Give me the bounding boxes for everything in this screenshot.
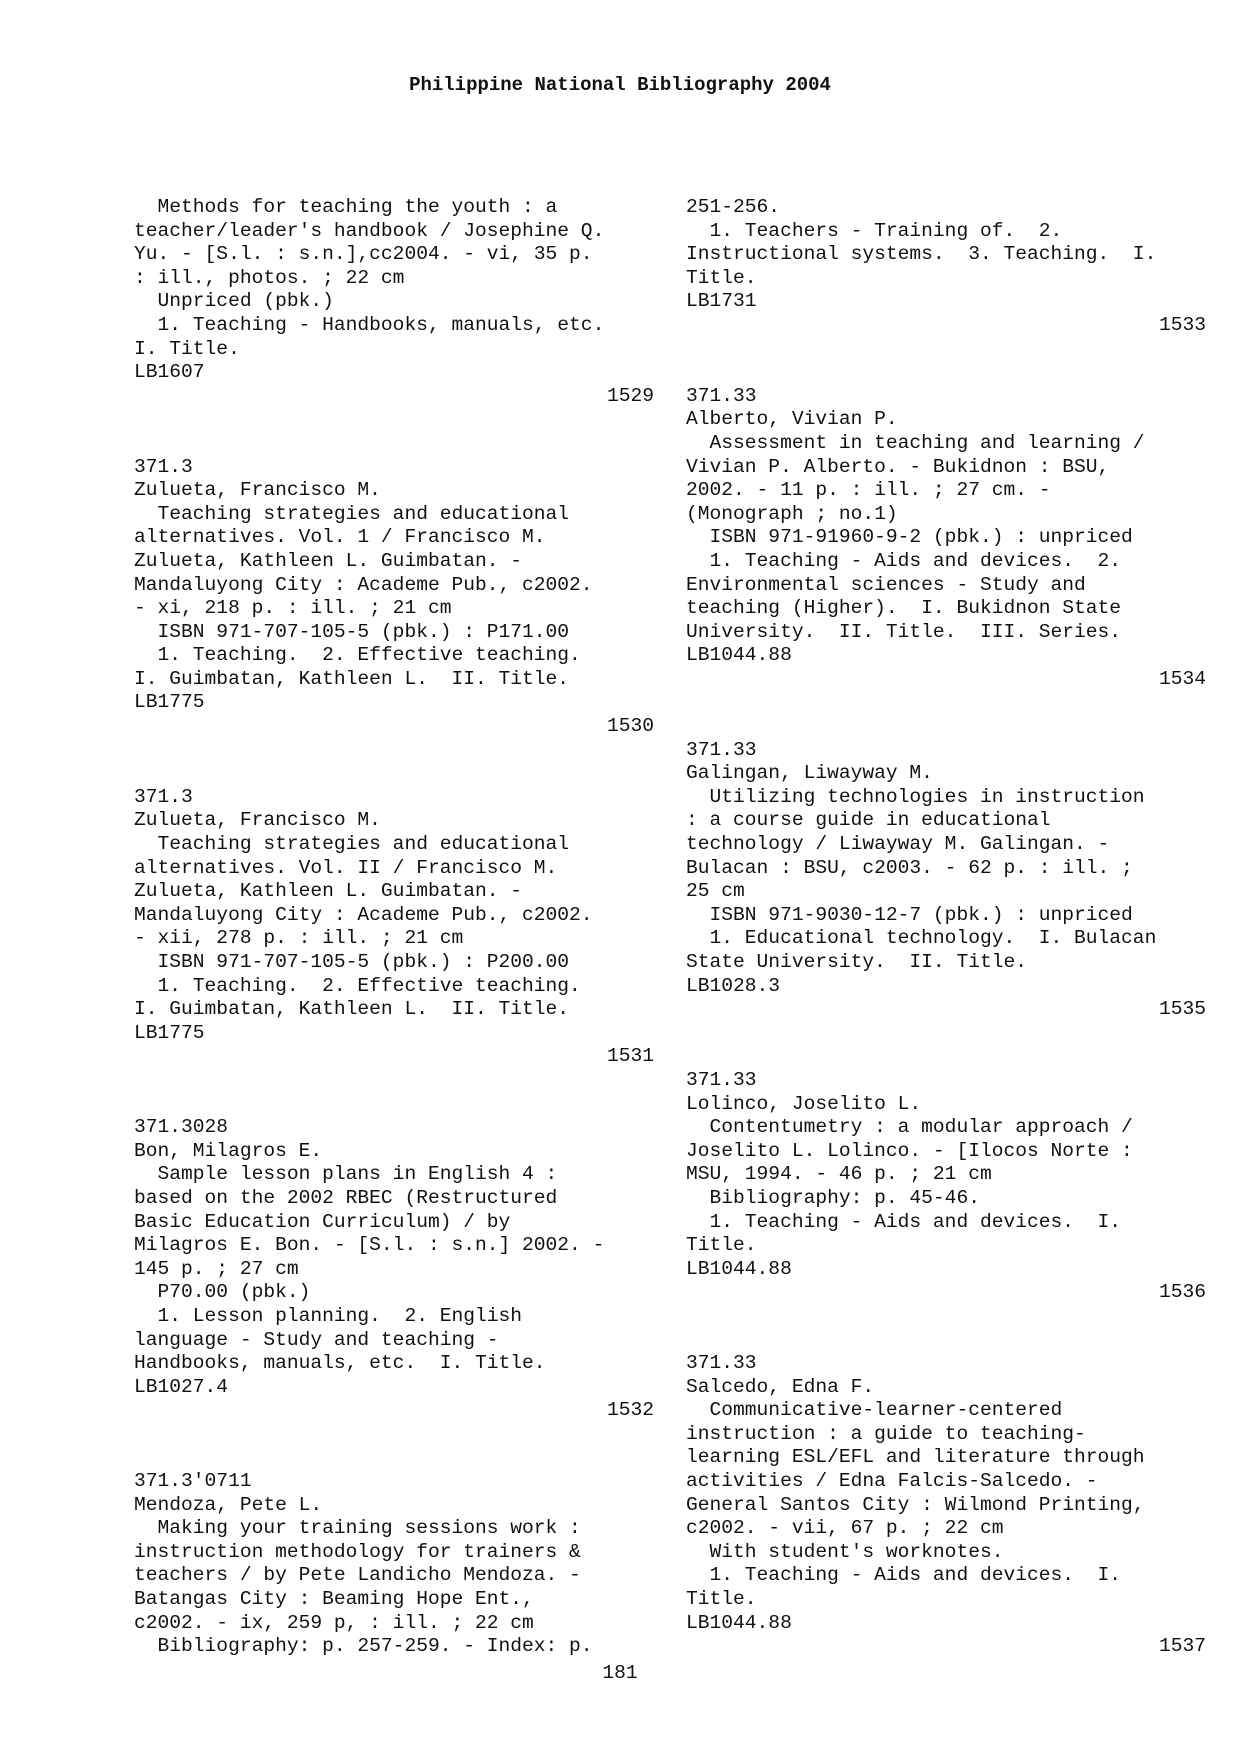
entry-line: teacher/leader's handbook / Josephine Q.: [134, 219, 605, 242]
bibliography-entry: [134, 1116, 654, 1423]
entry-line: Assessment in teaching and learning /: [686, 431, 1145, 454]
page-number: 181: [602, 1662, 638, 1684]
entry-line: With student's worknotes.: [686, 1540, 1004, 1563]
entry-line: 1. Lesson planning. 2. English: [134, 1304, 523, 1327]
entry-line: 1. Teaching. 2. Effective teaching.: [134, 974, 581, 997]
entry-line: instruction methodology for trainers &: [134, 1540, 581, 1563]
entry-line: Making your training sessions work :: [134, 1517, 581, 1540]
entry-line: Handbooks, manuals, etc. I. Title.: [134, 1352, 546, 1375]
entry-line: 371.33: [686, 1068, 757, 1091]
right-column: [686, 196, 1206, 1659]
entry-line: 371.33: [686, 1352, 757, 1375]
entry-line: instruction : a guide to teaching-: [686, 1422, 1086, 1445]
entry-line: Bibliography: p. 45-46.: [686, 1186, 980, 1209]
entry-number: 1535: [1158, 998, 1206, 1021]
left-column: [134, 196, 654, 1659]
entry-line: Milagros E. Bon. - [S.l. : s.n.] 2002. -: [134, 1234, 605, 1257]
entry-line: I. Guimbatan, Kathleen L. II. Title.: [134, 667, 570, 690]
bibliography-entry: [686, 1352, 1206, 1659]
entry-line: LB1775: [134, 1021, 205, 1044]
entry-number: 1530: [606, 715, 654, 738]
entry-line: Unpriced (pbk.): [134, 290, 334, 313]
entry-line: (Monograph ; no.1): [686, 502, 898, 525]
bibliography-entry: [134, 456, 654, 739]
entry-line: Mendoza, Pete L.: [134, 1493, 323, 1516]
entry-line: LB1027.4: [134, 1375, 229, 1398]
entry-line: 371.3: [134, 455, 193, 478]
entry-spacer: [134, 1423, 654, 1470]
entry-line: Title.: [686, 266, 757, 289]
entry-line: Sample lesson plans in English 4 :: [134, 1163, 558, 1186]
entry-line: alternatives. Vol. 1 / Francisco M.: [134, 526, 546, 549]
entry-line: Mandaluyong City : Academe Pub., c2002.: [134, 573, 593, 596]
entry-line: language - Study and teaching -: [134, 1328, 499, 1351]
entry-line: Zulueta, Francisco M.: [134, 479, 381, 502]
entry-line: learning ESL/EFL and literature through: [686, 1446, 1145, 1469]
entry-line: 251-256.: [686, 196, 781, 218]
entry-number: 1533: [1158, 313, 1206, 336]
entry-spacer: [134, 1069, 654, 1116]
entry-line: ISBN 971-91960-9-2 (pbk.) : unpriced: [686, 526, 1133, 549]
entry-line: P70.00 (pbk.): [134, 1281, 311, 1304]
entry-spacer: [134, 739, 654, 786]
entry-number: 1536: [1158, 1281, 1206, 1304]
entry-line: Teaching strategies and educational: [134, 502, 570, 525]
entry-line: : a course guide in educational: [686, 809, 1051, 832]
entry-line: Yu. - [S.l. : s.n.],cc2004. - vi, 35 p.: [134, 243, 593, 266]
entry-line: Zulueta, Kathleen L. Guimbatan. -: [134, 549, 523, 572]
bibliography-entry: [686, 1069, 1206, 1305]
entry-line: Title.: [686, 1234, 757, 1257]
entry-spacer: [134, 408, 654, 455]
entry-line: Bon, Milagros E.: [134, 1139, 323, 1162]
bibliography-entry: [686, 385, 1206, 692]
bibliography-entry: [134, 1470, 654, 1659]
entry-line: Instructional systems. 3. Teaching. I.: [686, 243, 1157, 266]
entry-line: LB1731: [686, 290, 757, 313]
entry-line: teachers / by Pete Landicho Mendoza. -: [134, 1564, 581, 1587]
entry-line: Basic Education Curriculum) / by: [134, 1210, 511, 1233]
entry-line: based on the 2002 RBEC (Restructured: [134, 1186, 558, 1209]
entry-number: 1529: [606, 384, 654, 407]
entry-line: 1. Teaching - Aids and devices. 2.: [686, 549, 1122, 572]
entry-spacer: [686, 338, 1206, 385]
entry-line: I. Title.: [134, 337, 240, 360]
entry-line: 1. Teaching - Aids and devices. I.: [686, 1210, 1122, 1233]
entry-line: 371.3028: [134, 1116, 229, 1139]
entry-line: Bibliography: p. 257-259. - Index: p.: [134, 1635, 593, 1658]
entry-line: 1. Teaching - Aids and devices. I.: [686, 1564, 1122, 1587]
entry-line: LB1028.3: [686, 974, 781, 997]
entry-line: University. II. Title. III. Series.: [686, 620, 1122, 643]
entry-line: LB1775: [134, 691, 205, 714]
entry-line: General Santos City : Wilmond Printing,: [686, 1493, 1145, 1516]
bibliography-entry: [686, 739, 1206, 1022]
entry-line: activities / Edna Falcis-Salcedo. -: [686, 1470, 1098, 1493]
bibliography-entry: [686, 196, 1206, 338]
entry-line: Contentumetry : a modular approach /: [686, 1116, 1133, 1139]
entry-line: c2002. - ix, 259 p, : ill. ; 22 cm: [134, 1611, 534, 1634]
entry-line: 1. Educational technology. I. Bulacan: [686, 927, 1157, 950]
entry-number: 1534: [1158, 667, 1206, 690]
entry-spacer: [686, 1022, 1206, 1069]
entry-line: Methods for teaching the youth : a: [134, 196, 558, 218]
entry-line: 371.3: [134, 785, 193, 808]
entry-line: alternatives. Vol. II / Francisco M.: [134, 856, 558, 879]
page-header-title: Philippine National Bibliography 2004: [409, 74, 831, 96]
entry-line: 2002. - 11 p. : ill. ; 27 cm. -: [686, 479, 1051, 502]
entry-line: Bulacan : BSU, c2003. - 62 p. : ill. ;: [686, 856, 1133, 879]
entry-line: ISBN 971-707-105-5 (pbk.) : P200.00: [134, 951, 570, 973]
entry-line: ISBN 971-9030-12-7 (pbk.) : unpriced: [686, 903, 1133, 926]
entry-line: 1. Teaching. 2. Effective teaching.: [134, 644, 581, 667]
entry-spacer: [686, 1305, 1206, 1352]
entry-line: 371.33: [686, 738, 757, 761]
entry-line: 25 cm: [686, 880, 745, 903]
entry-line: 1. Teaching - Handbooks, manuals, etc.: [134, 313, 605, 336]
entry-line: LB1044.88: [686, 1257, 792, 1280]
entry-line: Title.: [686, 1588, 757, 1611]
entry-line: 371.33: [686, 384, 757, 407]
entry-line: Vivian P. Alberto. - Bukidnon : BSU,: [686, 455, 1110, 478]
entry-line: 371.3'0711: [134, 1470, 252, 1493]
entry-line: Communicative-learner-centered: [686, 1399, 1063, 1422]
entry-number: 1537: [1158, 1635, 1206, 1658]
entry-line: teaching (Higher). I. Bukidnon State: [686, 597, 1122, 620]
entry-line: Utilizing technologies in instruction: [686, 785, 1145, 808]
entry-line: I. Guimbatan, Kathleen L. II. Title.: [134, 998, 570, 1021]
entry-spacer: [686, 691, 1206, 738]
entry-line: Mandaluyong City : Academe Pub., c2002.: [134, 903, 593, 926]
entry-line: : ill., photos. ; 22 cm: [134, 266, 405, 289]
entry-line: Environmental sciences - Study and: [686, 573, 1086, 596]
entry-line: - xii, 278 p. : ill. ; 21 cm: [134, 927, 464, 950]
entry-number: 1531: [606, 1045, 654, 1068]
entry-line: Batangas City : Beaming Hope Ent.,: [134, 1588, 534, 1611]
entry-line: c2002. - vii, 67 p. ; 22 cm: [686, 1517, 1004, 1540]
entry-line: Zulueta, Francisco M.: [134, 809, 381, 832]
entry-line: LB1044.88: [686, 644, 792, 667]
entry-line: MSU, 1994. - 46 p. ; 21 cm: [686, 1163, 992, 1186]
entry-line: Salcedo, Edna F.: [686, 1375, 875, 1398]
entry-line: Zulueta, Kathleen L. Guimbatan. -: [134, 880, 523, 903]
entry-line: 1. Teachers - Training of. 2.: [686, 219, 1063, 242]
bibliography-entry: [134, 196, 654, 408]
entry-line: ISBN 971-707-105-5 (pbk.) : P171.00: [134, 620, 570, 643]
entry-line: technology / Liwayway M. Galingan. -: [686, 833, 1110, 856]
entry-line: 145 p. ; 27 cm: [134, 1257, 299, 1280]
bibliography-entry: [134, 786, 654, 1069]
entry-line: LB1044.88: [686, 1611, 792, 1634]
entry-line: - xi, 218 p. : ill. ; 21 cm: [134, 597, 452, 620]
entry-number: 1532: [606, 1399, 654, 1422]
entry-line: Teaching strategies and educational: [134, 833, 570, 856]
entry-line: Lolinco, Joselito L.: [686, 1092, 922, 1115]
entry-line: Galingan, Liwayway M.: [686, 762, 933, 785]
entry-line: Joselito L. Lolinco. - [Ilocos Norte :: [686, 1139, 1133, 1162]
entry-line: State University. II. Title.: [686, 951, 1027, 973]
entry-line: Alberto, Vivian P.: [686, 408, 898, 431]
entry-line: LB1607: [134, 361, 205, 384]
